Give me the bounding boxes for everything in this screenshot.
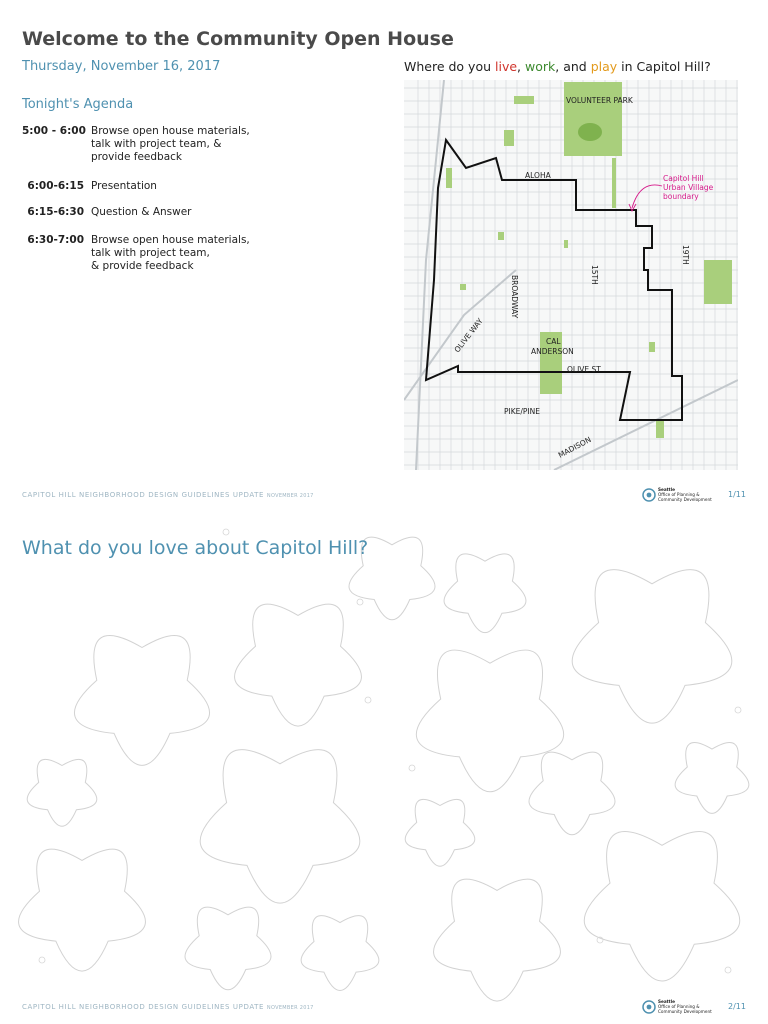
park-small (564, 240, 568, 248)
footer-text (22, 491, 314, 499)
footer-month: NOVEMBER 2017 (266, 1005, 314, 1011)
logo-line: Community Development (658, 497, 712, 502)
seattle-opcd-logo (642, 486, 732, 504)
page-title: Welcome to the Community Open House (22, 28, 454, 50)
agenda-description-line: provide feedback (91, 151, 183, 163)
park-small (460, 284, 466, 290)
map-question (404, 59, 711, 74)
idea-cloud (27, 759, 97, 826)
callout-line: Capitol Hill (663, 174, 704, 183)
footer-title: CAPITOL HILL NEIGHBORHOOD DESIGN GUIDELINES UPDATE (22, 491, 265, 499)
agenda-description-line: & provide feedback (91, 260, 194, 272)
decorative-dot (223, 529, 229, 535)
idea-cloud (584, 831, 740, 981)
decorative-dot (735, 707, 741, 713)
park-small (656, 420, 664, 438)
label-pike-pine: PIKE/PINE (504, 407, 541, 416)
question-prefix: Where do you (404, 59, 495, 74)
agenda-time: 6:00-6:15 (27, 180, 84, 192)
agenda-time: 6:15-6:30 (27, 206, 84, 218)
label-aloha: ALOHA (525, 171, 551, 180)
logo-line: Seattle (658, 487, 675, 492)
logo-line: Office of Planning & (658, 1004, 700, 1009)
idea-cloud (572, 570, 732, 724)
agenda-heading: Tonight's Agenda (22, 97, 134, 112)
agenda-description-line: Presentation (91, 180, 157, 192)
agenda-description-line: Question & Answer (91, 206, 192, 218)
label-15th: 15TH (590, 265, 599, 285)
park-east (704, 260, 732, 304)
idea-cloud (405, 799, 475, 866)
logo-line: Seattle (658, 999, 675, 1004)
idea-cloud (301, 916, 379, 991)
logo-line: Office of Planning & (658, 492, 700, 497)
footer-text (22, 1003, 314, 1011)
callout-line: Urban Village (663, 183, 714, 192)
question-live: live (495, 59, 518, 74)
park-small (446, 168, 452, 188)
idea-cloud (200, 750, 360, 904)
label-madison: MADISON (556, 434, 593, 460)
park-small (649, 342, 655, 352)
callout-line: boundary (663, 192, 699, 201)
agenda-description-line: Browse open house materials, (91, 125, 250, 137)
label-olive-way: OLIVE WAY (452, 316, 485, 355)
love-title: What do you love about Capitol Hill? (22, 537, 369, 559)
idea-cloud (74, 635, 209, 765)
label-cal-anderson: CAL (546, 337, 561, 346)
volunteer-park-reservoir (578, 123, 602, 141)
decorative-dot (39, 957, 45, 963)
question-play: play (590, 59, 618, 74)
volunteer-park (564, 82, 622, 156)
seattle-seal-center (647, 1005, 652, 1010)
agenda-description (91, 206, 291, 219)
label-broadway: BROADWAY (510, 275, 519, 319)
decorative-dot (725, 967, 731, 973)
agenda-description (91, 180, 291, 193)
idea-cloud (444, 554, 526, 633)
label-cal-anderson: ANDERSON (531, 347, 574, 356)
label-19th: 19TH (681, 245, 690, 265)
question-separator: , (517, 59, 525, 74)
page-number: 2/11 (728, 1002, 746, 1011)
idea-cloud (19, 849, 146, 971)
decorative-dot (409, 765, 415, 771)
park-small (498, 232, 504, 240)
agenda-description (91, 125, 291, 164)
footer-title: CAPITOL HILL NEIGHBORHOOD DESIGN GUIDELINES UPDATE (22, 1003, 265, 1011)
decorative-dot (365, 697, 371, 703)
footer-month: NOVEMBER 2017 (266, 493, 314, 499)
idea-cloud (675, 743, 749, 814)
label-olive-st: OLIVE ST (567, 365, 601, 374)
seattle-seal-center (647, 493, 652, 498)
idea-cloud (434, 879, 561, 1001)
logo-line: Community Development (658, 1009, 712, 1014)
agenda-time: 6:30-7:00 (27, 234, 84, 246)
page-number: 1/11 (728, 490, 746, 499)
capitol-hill-map (404, 80, 738, 470)
agenda-time: 5:00 - 6:00 (22, 125, 86, 137)
question-work: work (525, 59, 556, 74)
seattle-opcd-logo (642, 998, 732, 1016)
idea-cloud (529, 752, 615, 835)
park-small (504, 130, 514, 146)
idea-cloud (185, 907, 271, 990)
park-small (514, 96, 534, 104)
decorative-dot (357, 599, 363, 605)
event-date: Thursday, November 16, 2017 (22, 59, 221, 74)
park-strip (612, 158, 616, 208)
love-cloud-field (0, 520, 768, 1010)
question-suffix: in Capitol Hill? (617, 59, 711, 74)
idea-cloud (235, 604, 362, 726)
agenda-description (91, 234, 291, 273)
question-separator: , and (555, 59, 591, 74)
agenda-description-line: Browse open house materials, (91, 234, 250, 246)
agenda-description-line: talk with project team, (91, 247, 210, 259)
label-volunteer-park: VOLUNTEER PARK (566, 96, 633, 105)
agenda-description-line: talk with project team, & (91, 138, 222, 150)
